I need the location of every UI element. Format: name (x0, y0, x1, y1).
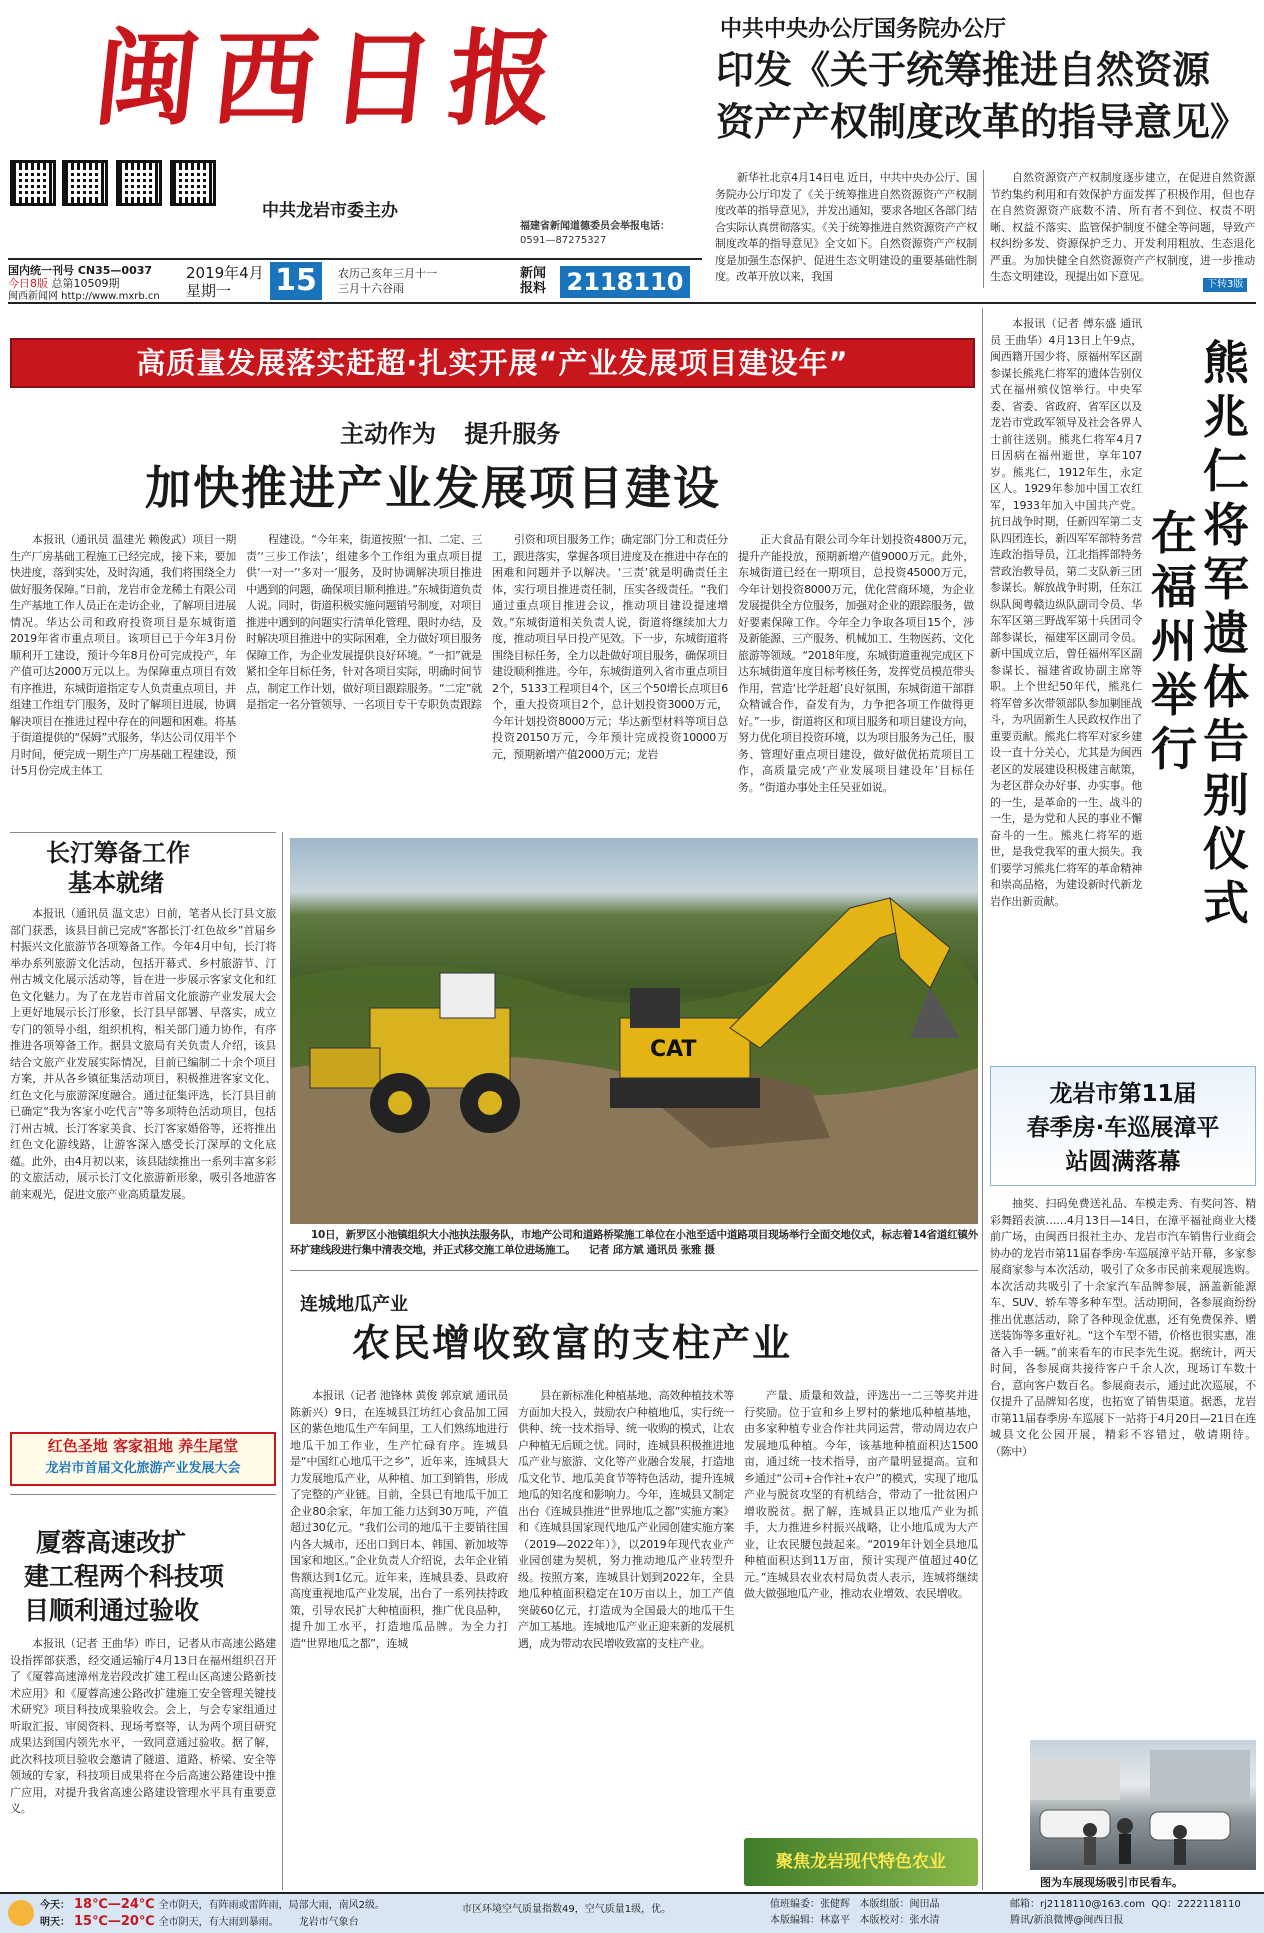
weather-tomorrow-temp: 15℃—20℃ (74, 1914, 155, 1929)
headline-char: 仪 (1203, 822, 1249, 876)
general-headline-col2 (1148, 506, 1200, 776)
hotline-box (560, 266, 690, 298)
headline-char: 州 (1151, 614, 1197, 668)
headline-char: 体 (1203, 660, 1249, 714)
headline-char: 举 (1151, 668, 1197, 722)
svg-text:CAT: CAT (650, 1037, 697, 1062)
agri-kicker: 连城地瓜产业 (300, 1294, 408, 1315)
headline-char: 福 (1151, 560, 1197, 614)
subscribe-label: 福建省新闻道德委员会举报电话： (520, 221, 670, 232)
photo-caption (290, 1228, 978, 1264)
top-headline-2: 资产产权制度改革的指导意见》 (716, 100, 1249, 144)
masthead-sponsor: 中共龙岩市委主办 (262, 201, 398, 221)
agri-promo (744, 1838, 978, 1886)
main-col4: 正大食品有限公司今年计划投资4800万元，提升产能投放，预期新增产值9000万元。此外，东城街道已经在一期项目，总投资45000万元，今年计划投资8000万元，优化营商环境，为企业发展提供全方位服务，加强对企业的跟踪服务，做好要素保障工作。今年全力争取各项目15个，涉及新能源、三产服务、机械加工、生物医药、文化旅游等领域。“2018年度，东城街道重视完成区下达东城街道年度目标考核任务，发挥党员模范带头作用，营造‘比学赶超’良好氛围，东城街道干部群众精诚合作，奋发有为，力争把各项工作做得更好。”一步，街道将区和项目服务和项目建设方向，努力优化项目投资环境，以为项目服务为己任，服务、管理好重点项目建设，做好做优拓荒项目工作，高质量完成‘产业发展项目建设年’目标任务。“街道办事处主任吴亚如说。 (738, 533, 974, 794)
lunar-date: 农历己亥年三月十一 (338, 267, 437, 280)
total-issue: 总第10509期 (51, 277, 120, 290)
agri-headline: 农民增收致富的支柱产业 (352, 1321, 793, 1365)
duty-editor: 值班编委：张健辉 (770, 1899, 850, 1910)
proofreader: 本版校对：张水清 (859, 1915, 940, 1926)
air-quality: 市区环境空气质量指数49，空气质量1级，优。 (462, 1904, 672, 1915)
agri-col2: 县在新标准化种植基地、高效种植技术等方面加大投入，鼓励农户种植地瓜，实行统一供种、统一技术指导、统一收购的模式，让农户种植无后顾之忧。同时，连城县积极推进地瓜产业与旅游、文化等产业融合发展，打造地瓜文化节、地瓜美食节等特色活动，提升连城地瓜的知名度和影响力。今年，连城县又制定出台《连城县推进“世界地瓜之都”实施方案》和《连城县国家现代地瓜产业园创建实施方案（2019—2022年）》，以2019年现代农业产业园创建为契机，努力推动地瓜产业转型升级。按照方案，连城县计划到2022年，全县地瓜种植面积稳定在10万亩以上，加工产值突破60亿元，打造成为全国最大的地瓜干生产加工基地。连城地瓜产业正迎来新的发展机遇，成为带动农民增收致富的支柱产业。 (518, 1389, 734, 1650)
hotline-number: 2118110 (566, 268, 684, 296)
general-story-body: 本报讯（记者 傅东盛 通讯员 王曲华）4月13日上午9点，闽西籍开国少将、原福州军区副参谋长熊兆仁将军的遗体告别仪式在福州殡仪馆举行。中央军委、省委、省政府、省军区以及龙岩市党政军领导及社会各界人士前往送别。熊兆仁将军4月7日因病在福州逝世，享年107岁。熊兆仁，1912年生，永定区人。1929年参加中国工农红军，1933年加入中国共产党。抗日战争时期，任新四军第二支队四团连长，新四军军部特务营连政治指导员，江北指挥部特务营政治教导员，第二支队新三团参谋长。解放战争时期，任东江纵队闽粤赣边纵队副司令员、华东军区第三野战军第十兵团司令部参谋长，福建军区副司令员。新中国成立后，曾任福州军区副参谋长、福建省政协副主席等职。上个世纪50年代，熊兆仁将军曾多次带领部队参加剿匪战斗，为巩固新生人民政权作出了重要贡献。熊兆仁将军对家乡建设一直十分关心，尤其是为闽西老区的发展建设积极建言献策，为老区群众办好事、办实事。他的一生，是革命的一生、战斗的一生，是为党和人民的事业不懈奋斗的一生。熊兆仁将军的逝世，是我党我军的重大损失。我们要学习熊兆仁将军的革命精神和崇高品格，为建设新时代新龙岩作出新贡献。 (990, 317, 1142, 908)
issue-date: 2019年4月 (186, 264, 264, 282)
jump-label (1203, 278, 1247, 292)
auto-show-credit: （陈中） (990, 1444, 1033, 1458)
layout-editor: 本版组版：闽田晶 (859, 1899, 940, 1910)
auto-title-3: 站圆满落幕 (1065, 1149, 1181, 1175)
brief2-body: 本报讯（记者 王曲华）昨日，记者从市高速公路建设指挥部获悉，经交通运输厅4月13日在福州组织召开了《厦蓉高速漳州龙岩段改扩建工程山区高速公路新技术应用》和《厦蓉高速公路改扩建施工安全管理关键技术研究》项目科技成果验收会。会上，与会专家组通过听取汇报、审阅资料、现场考察等，认为两个项目研究成果达到国内领先水平，一致同意通过验收。据了解，此次科技项目验收会邀请了隧道、道路、桥梁、安全等领域的专家，科技项目成果将在今后高速公路建设中推广应用，对提升我省高速公路建设管理水平具有重要意义。 (10, 1637, 276, 1815)
weather-today-label: 今天： (40, 1900, 70, 1911)
photo-scene (290, 838, 978, 1224)
festival-ad (10, 1432, 276, 1486)
issue-weekday: 星期一 (186, 282, 232, 300)
footer-bar (0, 1894, 1264, 1933)
brief2-title-2: 建工程两个科技项 (24, 1562, 225, 1591)
headline-char: 行 (1151, 722, 1197, 776)
hotline-label: 新闻报料 (520, 266, 547, 296)
contact-email[interactable]: 邮箱：rj2118110@163.com (1010, 1899, 1146, 1910)
solar-term: 三月十六谷雨 (338, 282, 404, 295)
weather-today-temp: 18℃—24℃ (74, 1897, 155, 1912)
weather-icon (8, 1900, 34, 1926)
headline-char: 军 (1203, 552, 1249, 606)
auto-show-scene (1030, 1740, 1256, 1870)
issue-day: 15 (275, 263, 317, 298)
weather-source: 龙岩市气象台 (298, 1917, 359, 1928)
photo-credit: 记者 邱方斌 通讯员 张雅 摄 (588, 1244, 715, 1256)
day-box (270, 262, 322, 300)
subscribe-box (520, 220, 700, 248)
construction-photo (290, 838, 978, 1224)
contact-qq: QQ：2222118110 (1151, 1899, 1241, 1910)
main-kicker: 主动作为 提升服务 (340, 420, 561, 448)
qr-code-1 (10, 160, 56, 206)
brief1-body: 本报讯（通讯员 温文忠）日前，笔者从长汀县文旅部门获悉，该县目前已完成“客都长汀·红色故乡”首届乡村振兴文化旅游节各项筹备工作。今年4月中旬，长汀将举办系列旅游文化活动，包括开幕式、乡村旅游节、汀州古城文化展示活动等，旨在进一步展示客家文化和红色文化魅力。为了在龙岩市首届文化旅游产业发展大会上更好地展示长汀形象，长汀县早部署、早落实，成立专门的领导小组，组织机构，相关部门通力协作，有序推进各项筹备工作。据县文旅局有关负责人介绍，该县结合文旅产业发展实际情况，目前已编制二十余个项目方案，并从各乡镇征集活动项目，积极推进客家文化、红色文化与旅游深度融合。通过征集评选，长汀县目前已确定“我为客家小吃代言”等多项特色活动项目，包括汀州古城、长汀客家美食、长汀客家婚俗等，还将推出红色文化游线路，让游客深入感受长汀深厚的文化底蕴。此外，由4月初以来，该县陆续推出一系列丰富多彩的文旅活动，展示长汀文化旅游新形象，吸引各地游客前来观光，促进文旅产业高质量发展。 (10, 907, 276, 1201)
banner-text: 高质量发展落实赶超·扎实开展“产业发展项目建设年” (136, 346, 849, 380)
agri-col3: 产量、质量和效益，评选出一二三等奖并进行奖励。位于宣和乡上罗村的紫地瓜种植基地，由多家种植专业合作社共同运营，带动周边农户发展地瓜种植。今年，该基地种植面积达1500亩，通过统一技术指导，亩产量明显提高。宣和乡通过“公司+合作社+农户”的模式，实现了地瓜产业与脱贫攻坚的有机结合，带动了一批贫困户增收脱贫。据了解，连城县正以地瓜产业为抓手，大力推进乡村振兴战略，让小地瓜成为大产业，让农民腰包鼓起来。“2019年计划全县地瓜种植面积达到11万亩，预计实现产值超过40亿元。”连城县农业农村局负责人表示，连城将继续做大做强地瓜产业，推动农业增效、农民增收。 (744, 1389, 978, 1600)
website-link[interactable]: 闽西新闻网 http://www.mxrb.cn (8, 291, 160, 302)
edition-count: 今日8版 (8, 277, 48, 290)
top-story-col1: 新华社北京4月14日电 近日，中共中央办公厅、国务院办公厅印发了《关于统筹推进自然资源资产产权制度改革的指导意见》，并发出通知，要求各地区各部门结合实际认真贯彻落实。《关于统筹推进自然资源资产产权制度改革的指导意见》全文如下。自然资源资产产权制度是加强生态保护、促进生态文明建设的重要基础性制度。改革开放以来，我国 (715, 171, 977, 283)
main-col1: 本报讯（通讯员 温建光 赖俊武）项目一期生产厂房基础工程施工已经完成，接下来，要加快进度，落到实处，及时沟通，我们将围绕全力做好服务保障。”日前，龙岩市金龙稀土有限公司生产基地工作人员正在走访企业，了解项目进展情况。华达公司和政府投资项目是东城街道2019年省市重点项目。该项目已于今年3月份顺利开工建设，预计今年8月份可完成投产，年产值可达2000万元以上。为保障重点项目有效有序推进，东城街道指定专人负责重点项目，并组建工作组专门服务，及时了解项目进展，协调解决项目在推进过程中存在的问题和困难。将基于街道提供的“保姆”式服务，华达公司仅用半个月时间，便完成一期生产厂房基础工程建设，预计5月份完成主体工 (10, 533, 236, 777)
top-story-col2: 自然资源资产产权制度逐步建立，在促进自然资源节约集约利用和有效保护方面发挥了积极作用，但也存在自然资源资产底数不清、所有者不到位、权责不明晰、权益不落实、监管保护制度不健全等问题，导致产权纠纷多发、资源保护乏力、开发利用粗放、生态退化严重。为加快健全自然资源资产产权制度，进一步推动生态文明建设，现提出如下意见。 (990, 171, 1255, 283)
main-headline: 加快推进产业发展项目建设 (145, 461, 721, 515)
brief2-title-1: 厦蓉高速改扩 (36, 1528, 187, 1557)
weather-tomorrow (40, 1914, 385, 1931)
headline-char: 仁 (1203, 444, 1249, 498)
brief2-title-3: 目顺利通过验收 (24, 1596, 200, 1625)
headline-char: 遗 (1203, 606, 1249, 660)
weather-today (40, 1897, 385, 1914)
auto-show-text: 抽奖、扫码免费送礼品、车模走秀、有奖问答、精彩舞蹈表演……4月13日—14日，在漳平福祉商业大楼前广场，由闽西日报社主办、龙岩市汽车销售行业商会协办的龙岩市第11届春季房·车巡展漳平站开幕，多家参展商家参与本次活动，吸引了众多市民前来观展选购。本次活动共吸引了十余家汽车品牌参展，涵盖新能源车、SUV、轿车等多种车型。活动期间，各参展商纷纷推出优惠活动，除了各种现金优惠，还有免费保养、赠送装饰等多重好礼。“这个车型不错，价格也很实惠，准备入手一辆。”前来看车的市民李先生说。据统计，两天时间，各参展商共接待客户千余人次，现场订车数十台，意向客户数百名。参展商表示，通过此次巡展，不仅提升了品牌知名度，也拓宽了销售渠道。据悉，龙岩市第11届春季房·车巡展下一站将于4月20日—21日在连城县文化公园开展，精彩不容错过，敬请期待。 (990, 1197, 1256, 1441)
headline-char: 别 (1203, 768, 1249, 822)
jump-text: 下转3版 (1207, 279, 1244, 290)
photo-caption-text: 10日，新罗区小池镇组织大小池执法服务队，市地产公司和道路桥梁施工单位在小池至适中道路项目现场举行全面交地仪式，标志着14省道红镇外环扩建线段进行集中清表交地，并正式移交施工单位进场施工。 (290, 1229, 978, 1256)
masthead-info-strip (8, 262, 702, 302)
headline-char: 熊 (1203, 336, 1249, 390)
agri-promo-text: 聚焦龙岩现代特色农业 (776, 1852, 946, 1872)
weather-today-desc: 全市阴天，有阵雨或雷阵雨，局部大雨，南风2级。 (158, 1900, 386, 1911)
subscribe-phone: 0591—87275327 (520, 235, 607, 246)
general-headline-col1 (1200, 336, 1252, 930)
qr-code-4 (170, 160, 216, 206)
main-col2: 程建设。“今年来，街道按照‘一扣、二定、三责’‘三步工作法’，组建多个工作组为重点项目提供‘一对一’‘多对一’服务，及时协调解决项目推进中遇到的问题，确保项目顺利推进。”东城街道负责人说。同时，街道积极实施问题销号制度，对项目推进中遇到的问题实行清单化管理、限时办结，及时解决项目推进中的实际困难，全力做好项目服务保障工作，为企业发展提供良好环境。“一扣”就是紧扣全年目标任务，针对各项目实际，明确时间节点，制定工作计划，做好项目跟踪服务。“二定”就是指定一名分管领导、一名项目专干专职负责跟踪 (246, 533, 482, 711)
issn-label: 国内统一刊号 CN35—0037 (8, 264, 153, 277)
qr-code-2 (62, 160, 108, 206)
auto-show-box (990, 1066, 1256, 1186)
top-kicker: 中共中央办公厅国务院办公厅 (720, 17, 1007, 42)
auto-title-1: 龙岩市第11届 (1049, 1081, 1197, 1107)
headline-char: 在 (1151, 506, 1197, 560)
headline-char: 告 (1203, 714, 1249, 768)
festival-ad-title: 龙岩市首届文化旅游产业发展大会 (45, 1461, 241, 1476)
brief1-title-1: 长汀筹备工作 (46, 839, 190, 867)
masthead-logo (88, 17, 635, 140)
festival-ad-slogan: 红色圣地 客家祖地 养生尾堂 (47, 1437, 239, 1455)
headline-char: 将 (1203, 498, 1249, 552)
page-editor: 本版编辑：林嘉平 (770, 1915, 850, 1926)
agri-col1: 本报讯（记者 池锋林 黄俊 郭京斌 通讯员 陈新兴）9日，在连城县江坊红心食品加工园区的紫色地瓜生产车间里，工人们熟练地进行地瓜干加工作业，生产忙碌有序。连城县是“中国红心地瓜干之乡”，近年来，连城县大力发展地瓜产业，从种植、加工到销售，形成了完整的产业链。目前，全县已有地瓜干加工企业80余家，年加工能力达到30万吨，产值超过30亿元。“我们公司的地瓜干主要销往国内各大城市，还出口到日本、韩国、新加坡等国家和地区。”企业负责人介绍说，去年企业销售额达到1亿元。近年来，连城县委、县政府高度重视地瓜产业发展，出台了一系列扶持政策，引导农民扩大种植面积，推广优良品种，提升加工水平，打造地瓜品牌。为全力打造“世界地瓜之都”，连城 (290, 1389, 508, 1650)
headline-char: 式 (1203, 876, 1249, 930)
edition-line (8, 277, 173, 290)
auto-photo-caption: 图为车展现场吸引市民看车。 (1040, 1876, 1183, 1889)
contact-weibo[interactable]: 腾讯/新浪微博@闽西日报 (1010, 1915, 1124, 1926)
top-headline-1: 印发《关于统筹推进自然资源 (716, 48, 1211, 92)
headline-char: 兆 (1203, 390, 1249, 444)
auto-show-photo (1030, 1740, 1256, 1870)
logo-text: 闽西日报 (88, 17, 574, 140)
qr-code-3 (116, 160, 162, 206)
weather-tomorrow-label: 明天： (40, 1917, 70, 1928)
auto-show-body (990, 1196, 1256, 1736)
brief1-title-2: 基本就绪 (68, 869, 164, 897)
weather-tomorrow-desc: 全市阴天，有大雨到暴雨。 (158, 1917, 279, 1928)
main-col3: 引资和项目服务工作；确定部门分工和责任分工，跟进落实，掌握各项目进度及在推进中存在的困难和问题并予以解决。‘三责’就是明确责任主体，实行项目推进责任制，压实各级责任。“我们通过重点项目推进会议，推动项目建设提速增效。”东城街道相关负责人说，街道将继续加大力度，推动项目早日投产见效。下一步，东城街道将围绕目标任务，全力以赴做好项目服务，确保项目建设顺利推进。今年，东城街道列入省市重点项目2个，5133工程项目4个，区三个50增长点项目6个，重大投资项目2个，总计划投资3000万元，今年计划投资8000万元；华达新型材料等项目总投资20150万元，今年预计完成投资10000万元，预期新增产值2000万元；龙岩 (492, 533, 728, 761)
auto-title-2: 春季房·车巡展漳平 (1026, 1115, 1220, 1141)
banner (10, 338, 975, 388)
